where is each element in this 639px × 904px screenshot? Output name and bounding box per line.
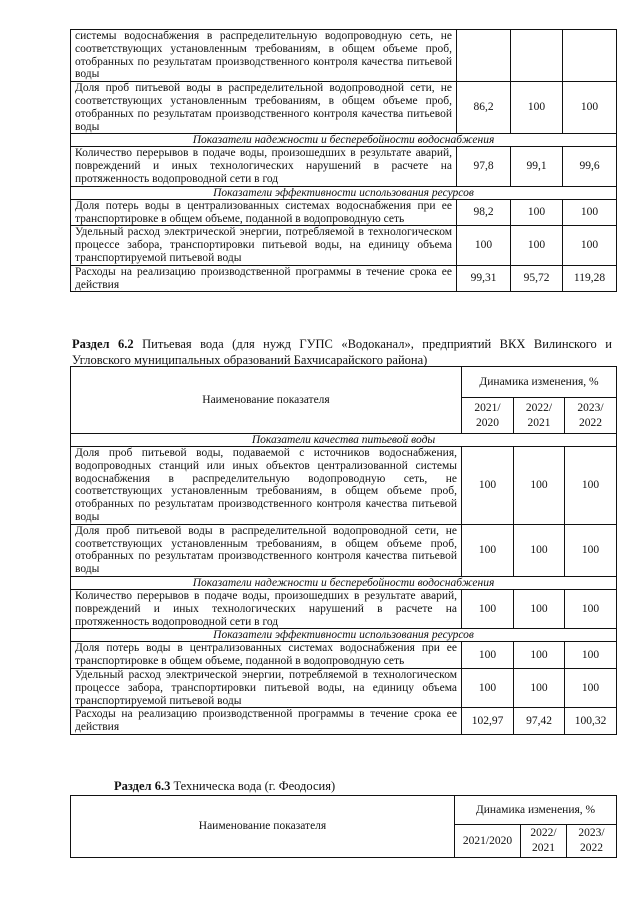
value-cell: 97,8 <box>457 147 511 186</box>
category-label: Показатели качества питьевой воды <box>71 434 617 447</box>
table-section-6-3 <box>70 795 617 858</box>
value-cell: 100 <box>462 642 514 669</box>
indicator-name: Количество перерывов в подаче воды, произошедших в результате аварий, повреждений и иных технологических нарушений в расчете на протяженность водопроводной сети в год <box>71 147 457 186</box>
value-cell: 100 <box>514 668 565 707</box>
value-cell: 100 <box>514 447 565 525</box>
value-cell: 100 <box>563 226 617 265</box>
value-cell <box>563 30 617 82</box>
value-cell: 119,28 <box>563 265 617 292</box>
table-section-6-2 <box>70 366 617 735</box>
section-6-2-label: Раздел 6.2 <box>72 337 134 351</box>
indicator-name: Количество перерывов в подаче воды, произошедших в результате аварий, повреждений и иных технологических нарушений в расчете на протяженность водопроводной сети в год <box>71 589 462 628</box>
section-6-2-title <box>72 336 612 368</box>
category-row <box>71 576 617 589</box>
table-continuation-body <box>71 30 617 292</box>
header-dynamics: Динамика изменения, % <box>462 367 617 398</box>
value-cell: 99,1 <box>511 147 563 186</box>
category-label: Показатели надежности и бесперебойности водоснабжения <box>71 576 617 589</box>
value-cell: 100 <box>462 589 514 628</box>
indicator-name: Доля проб питьевой воды в распределительной водопроводной сети, не соответствующих установленным требованиям, в общем объеме проб, отобранных по результатам производственного контроля качества питьевой воды <box>71 82 457 134</box>
category-row <box>71 186 617 199</box>
table-row <box>71 524 617 576</box>
header-year-2021-3: 2021/2020 <box>455 825 521 858</box>
indicator-name: Доля проб питьевой воды в распределительной водопроводной сети, не соответствующих установленным требованиям, в общем объеме проб, отобранных по результатам производственного контроля качества питьевой воды <box>71 524 462 576</box>
indicator-name: Доля проб питьевой воды, подаваемой с источников водоснабжения, водопроводных станций или иных объектов централизованной системы водоснабжения в распределительную водопроводную сеть, не соответствующих установленным требованиям, в общем объеме проб, отобранных по результатам производственного контроля качества питьевой воды <box>71 447 462 525</box>
value-cell: 99,31 <box>457 265 511 292</box>
value-cell: 100 <box>511 199 563 226</box>
header-year-2021: 2021/ 2020 <box>462 398 514 434</box>
header-dynamics-3: Динамика изменения, % <box>455 796 617 825</box>
value-cell: 100 <box>462 447 514 525</box>
value-cell <box>457 30 511 82</box>
table-row <box>71 642 617 669</box>
table-row <box>71 82 617 134</box>
table-row <box>71 668 617 707</box>
value-cell: 100 <box>563 199 617 226</box>
category-row <box>71 629 617 642</box>
category-row <box>71 434 617 447</box>
value-cell: 102,97 <box>462 708 514 735</box>
header-year-2023-3: 2023/ 2022 <box>567 825 617 858</box>
category-label: Показатели надежности и бесперебойности водоснабжения <box>71 134 617 147</box>
value-cell: 95,72 <box>511 265 563 292</box>
table-row <box>71 226 617 265</box>
value-cell: 100 <box>457 226 511 265</box>
value-cell: 100 <box>514 642 565 669</box>
header-year-2022: 2022/ 2021 <box>514 398 565 434</box>
header-year-2023: 2023/ 2022 <box>565 398 617 434</box>
indicator-name: Доля потерь воды в централизованных системах водоснабжения при ее транспортировке в общем объеме, поданной в водопроводную сеть <box>71 642 462 669</box>
table-row <box>71 447 617 525</box>
table-row <box>71 589 617 628</box>
header-indicator-name: Наименование показателя <box>71 367 462 434</box>
table-continuation <box>70 29 617 292</box>
value-cell: 100 <box>565 524 617 576</box>
indicator-name: Удельный расход электрической энергии, потребляемой в технологическом процессе забора, транспортировки питьевой воды, на единицу объема транспортируемой питьевой воды <box>71 226 457 265</box>
value-cell: 100 <box>565 589 617 628</box>
value-cell: 98,2 <box>457 199 511 226</box>
table-row <box>71 708 617 735</box>
header-indicator-name-3: Наименование показателя <box>71 796 455 858</box>
value-cell <box>511 30 563 82</box>
value-cell: 100 <box>514 524 565 576</box>
indicator-name: Доля потерь воды в централизованных системах водоснабжения при ее транспортировке в общем объеме, поданной в водопроводную сеть <box>71 199 457 226</box>
header-year-2022-3: 2022/ 2021 <box>521 825 567 858</box>
category-label: Показатели эффективности использования ресурсов <box>71 629 617 642</box>
value-cell: 100 <box>565 668 617 707</box>
value-cell: 100 <box>565 447 617 525</box>
table-row <box>71 30 617 82</box>
value-cell: 97,42 <box>514 708 565 735</box>
section-6-2-text: Питьевая вода (для нужд ГУПС «Водоканал», предприятий ВКХ Вилинского и Угловского муниципальных образований Бахчисарайского района) <box>72 337 612 367</box>
section-6-3-label: Раздел 6.3 <box>114 779 171 793</box>
indicator-name: Расходы на реализацию производственной программы в течение срока ее действия <box>71 708 462 735</box>
table-row <box>71 199 617 226</box>
value-cell: 86,2 <box>457 82 511 134</box>
section-6-3-text: Техническа вода (г. Феодосия) <box>170 779 336 793</box>
value-cell: 100 <box>511 82 563 134</box>
value-cell: 100,32 <box>565 708 617 735</box>
indicator-name: Расходы на реализацию производственной программы в течение срока ее действия <box>71 265 457 292</box>
value-cell: 100 <box>565 642 617 669</box>
value-cell: 100 <box>563 82 617 134</box>
category-label: Показатели эффективности использования ресурсов <box>71 186 617 199</box>
table-section-6-2-body <box>71 434 617 735</box>
table-row <box>71 265 617 292</box>
value-cell: 100 <box>514 589 565 628</box>
value-cell: 100 <box>462 524 514 576</box>
indicator-name: Удельный расход электрической энергии, потребляемой в технологическом процессе забора, транспортировки питьевой воды, на единицу объема транспортируемой питьевой воды <box>71 668 462 707</box>
table-row <box>71 147 617 186</box>
value-cell: 100 <box>462 668 514 707</box>
indicator-name: системы водоснабжения в распределительную водопроводную сеть, не соответствующих установленным требованиям, в общем объеме проб, отобранных по результатам производственного контроля качества питьевой воды <box>71 30 457 82</box>
category-row <box>71 134 617 147</box>
section-6-3-title <box>114 778 614 794</box>
value-cell: 100 <box>511 226 563 265</box>
value-cell: 99,6 <box>563 147 617 186</box>
